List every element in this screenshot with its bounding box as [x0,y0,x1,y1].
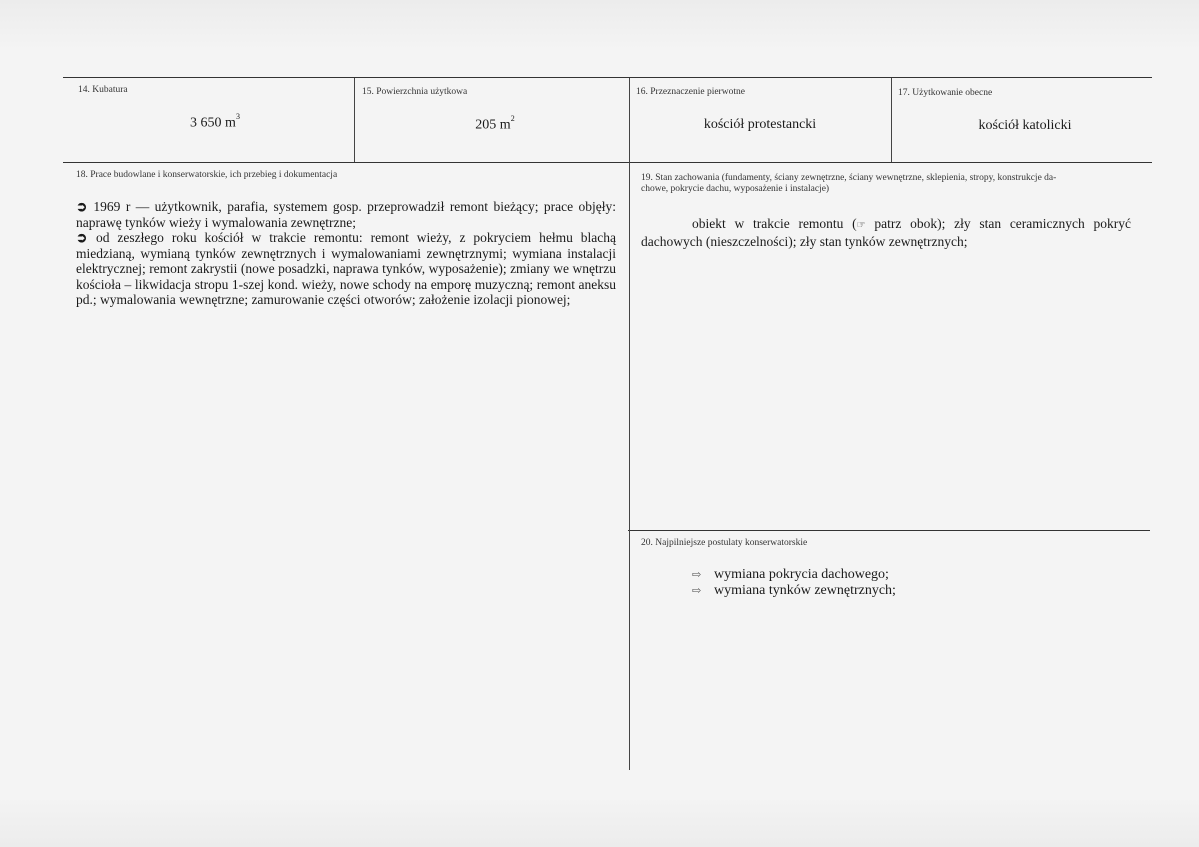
section19-label-line2: chowe, pokrycie dachu, wyposażenie i instalacje) [641,184,830,194]
section19-label [641,173,1141,195]
field16-value: kościół protestancki [703,117,817,132]
list-item [692,567,896,583]
divider-16-17 [891,78,892,162]
field14-label: 14. Kubatura [78,85,128,95]
pointing-hand-icon: ☞ [856,220,866,231]
section19-text-part2: patrz obok); zły stan ceramicznych pokryć dachowych (nieszczelności); zły stan tynków zewnętrznych; [641,216,1131,249]
section19-text-part1: obiekt w trakcie remontu ( [692,216,857,231]
field17-value: kościół katolicki [978,118,1072,133]
field17-label: 17. Użytkowanie obecne [898,88,993,98]
section19-label-line1: 19. Stan zachowania (fundamenty, ściany zewnętrzne, ściany wewnętrzne, sklepienia, stropy, konstrukcje da- [641,173,1057,183]
section20-rule [628,530,1150,531]
list-item [692,583,896,599]
section18-item-2-text: od zeszłego roku kościół w trakcie remontu: remont wieży, z pokryciem hełmu blachą miedzianą, wymianą tynków zewnętrznych i wymalowaniami zewnętrznymi; wymiana instalacji elektrycznej; remont zakrystii (nowe posadzki, naprawa tynków, wyposażenie); zmiany we wnętrzu kościoła – likwidacja stropu 1-szej kond. wieży, nowe schody na emporę muzyczną; remont aneksu pd.; wymalowania wewnętrzne; zamurowanie części otworów; założenie izolacji pionowej; [76,230,617,307]
list-item-text: wymiana pokrycia dachowego; [714,567,889,582]
field15-value [430,116,560,134]
arrow-bullet-icon: ➲ [76,230,88,245]
list-item-text: wymiana tynków zewnętrznych; [714,583,896,598]
field14-unit-exponent: 3 [235,112,240,121]
divider-14-15 [354,78,355,162]
section20-list [692,567,896,599]
divider-15-16 [629,78,630,770]
middle-rule [63,162,1152,163]
field16-label: 16. Przeznaczenie pierwotne [636,87,745,97]
field15-unit-exponent: 2 [510,114,515,123]
section20-label: 20. Najpilniejsze postulaty konserwatorskie [641,538,808,548]
section18-item-1 [76,199,616,230]
field14-value [150,114,280,132]
top-rule [63,77,1152,78]
field15-value-text: 205 m [475,117,511,133]
arrow-right-icon: ⇨ [692,569,702,581]
field15-label: 15. Powierzchnia użytkowa [362,87,468,97]
section18-item-1-text: 1969 r — użytkownik, parafia, systemem gosp. przeprowadził remont bieżący; prace objęły: naprawę tynków wieży i wymalowania zewnętrzne; [76,199,616,230]
section19-text [641,216,1131,249]
section18-label: 18. Prace budowlane i konserwatorskie, ich przebieg i dokumentacja [76,170,338,180]
section18-text [76,199,616,308]
section18-item-2 [76,230,616,308]
field14-value-text: 3 650 m [190,115,236,131]
arrow-right-icon: ⇨ [692,585,702,597]
arrow-bullet-icon: ➲ [76,199,88,214]
section19-paragraph [641,216,1131,249]
